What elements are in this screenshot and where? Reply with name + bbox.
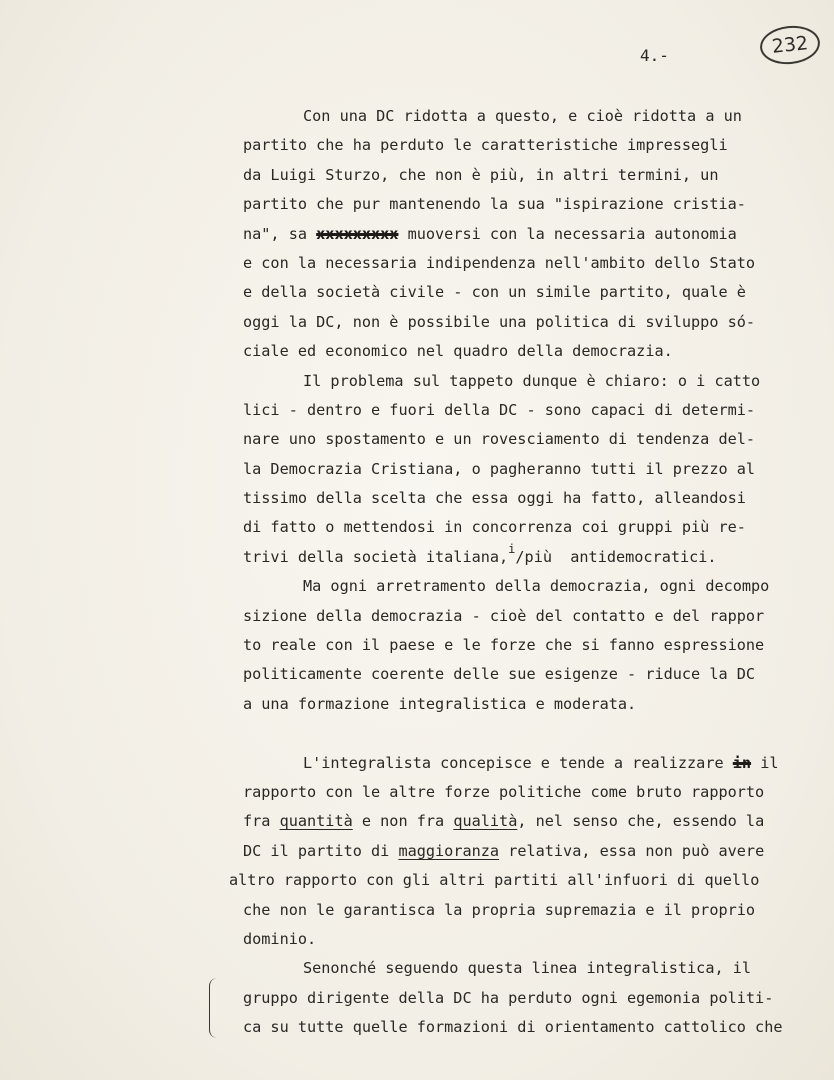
- text-line: Senonché seguendo questa linea integralistica, il: [303, 959, 752, 978]
- text-span: fra: [243, 812, 280, 831]
- underlined-word: qualità: [453, 812, 518, 831]
- text-line: Con una DC ridotta a questo, e cioè ridotta a un: [303, 107, 742, 125]
- text-span: DC il partito di: [243, 841, 399, 860]
- text-span: e non fra: [352, 812, 454, 831]
- text-line: oggi la DC, non è possibile una politica di sviluppo só-: [243, 312, 756, 331]
- text-line: a una formazione integralistica e moderata.: [243, 694, 637, 713]
- text-line: tissimo della scelta che essa oggi ha fatto, alleandosi: [243, 489, 746, 508]
- text-line: rapporto con le altre forze politiche come bruto rapporto: [243, 782, 765, 801]
- archive-page-stamp: 232: [758, 23, 822, 67]
- struck-out-word: xxxxxxxxx: [316, 224, 399, 243]
- underlined-word: quantità: [279, 812, 353, 831]
- text-line: e della società civile - con un simile partito, quale è: [243, 283, 746, 302]
- text-line: lici - dentro e fuori della DC - sono capaci di determi-: [243, 400, 756, 419]
- text-line: [243, 837, 833, 866]
- handwritten-insertion: i: [508, 541, 516, 556]
- text-span: trivi della società italiana,: [243, 547, 509, 566]
- page-number: 4.-: [640, 46, 669, 65]
- text-line: Il problema sul tappeto dunque è chiaro: o i catto: [303, 371, 761, 390]
- text-line: [243, 749, 833, 778]
- text-line: to reale con il paese e le forze che si fanno espressione: [243, 636, 765, 655]
- text-line: partito che pur mantenendo la sua "ispirazione cristia-: [243, 195, 746, 214]
- text-span: il: [751, 753, 779, 772]
- text-span: relativa, essa non può avere: [499, 841, 765, 860]
- typed-text-body: [229, 102, 833, 1043]
- text-line: [243, 543, 833, 572]
- text-line: sizione della democrazia - cioè del contatto e del rappor: [243, 606, 765, 625]
- text-line: da Luigi Sturzo, che non è più, in altri termini, un: [243, 165, 719, 184]
- text-line: politicamente coerente delle sue esigenze - riduce la DC: [243, 665, 756, 684]
- paragraph-gap: [243, 719, 833, 748]
- text-line: la Democrazia Cristiana, o pagheranno tutti il prezzo al: [243, 459, 756, 478]
- text-span: muoversi con la necessaria autonomia: [398, 224, 737, 243]
- underlined-word: maggioranza: [398, 841, 500, 860]
- text-line: nare uno spostamento e un rovesciamento di tendenza del-: [243, 430, 756, 449]
- text-span: L'integralista concepisce e tende a realizzare: [303, 753, 733, 772]
- text-span: na", sa: [243, 224, 317, 243]
- text-line: che non le garantisca la propria supremazia e il proprio: [243, 900, 756, 919]
- text-span: , nel senso che, essendo la: [517, 812, 765, 831]
- text-line: dominio.: [243, 929, 317, 948]
- text-line: Ma ogni arretramento della democrazia, ogni decompo: [303, 577, 770, 596]
- text-line: gruppo dirigente della DC ha perduto ogni egemonia politi-: [243, 988, 774, 1007]
- text-span: /più antidemocratici.: [515, 547, 717, 566]
- text-line: ciale ed economico nel quadro della democrazia.: [243, 342, 673, 361]
- text-line: di fatto o mettendosi in concorrenza coi gruppi più re-: [243, 518, 746, 537]
- struck-out-word: in: [732, 753, 752, 772]
- margin-bracket-mark: [209, 978, 220, 1038]
- text-line: altro rapporto con gli altri partiti all'infuori di quello: [229, 871, 760, 890]
- text-line: [243, 220, 833, 249]
- text-line: partito che ha perduto le caratteristiche impressegli: [243, 136, 728, 155]
- text-line: e con la necessaria indipendenza nell'ambito dello Stato: [243, 253, 756, 272]
- text-line: ca su tutte quelle formazioni di orientamento cattolico che: [243, 1018, 783, 1037]
- text-line: [243, 807, 833, 836]
